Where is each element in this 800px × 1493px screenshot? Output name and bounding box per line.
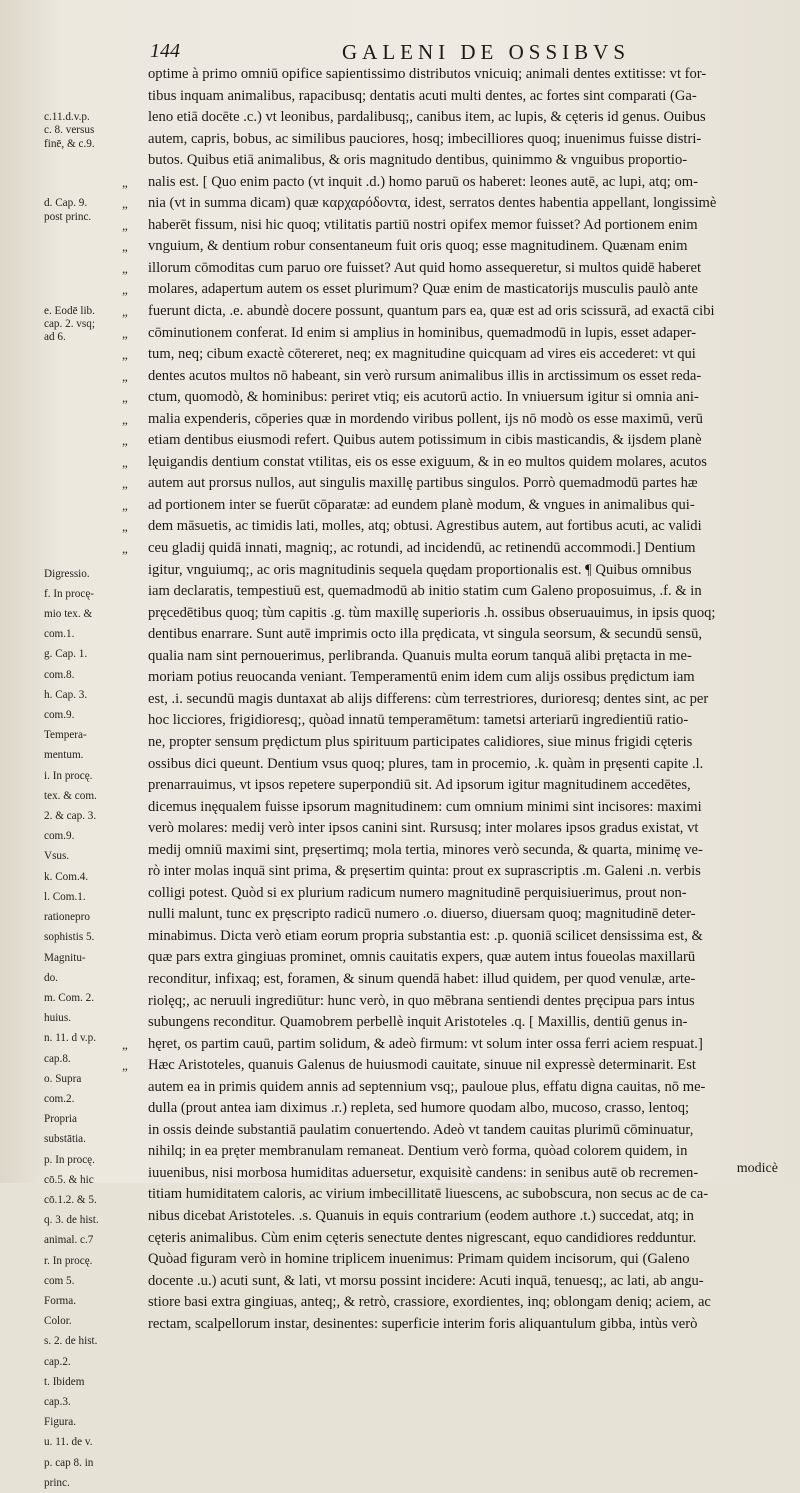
text-line [148, 603, 780, 625]
line-text: docente .u.) acuti sunt, & lati, vt morsu possint incidere: Acuti inquā, tenuesq;, ac lati, ab angu- [148, 1272, 704, 1289]
line-text: ceu gladij quidā innati, magniq;, ac rotundi, ad incidendū, ac retinendū accommodi.] Dentium [148, 540, 696, 557]
line-text: ossibus dici queunt. Dentium vsus quoq; plures, tam in procemio, .k. quàm in pręsenti capite .l. [148, 755, 704, 772]
text-line [148, 861, 780, 883]
line-text: fuerunt dicta, .e. abundè docere possunt, quantum pars ea, quæ est ad oris scissurā, ad exactā cibi [148, 303, 715, 320]
line-text: vnguium, & dentium robur consentaneum fuit oris quoq; esse magnitudinem. Quænam enim [148, 238, 688, 255]
margin-note: e. Eodē lib. cap. 2. vsq; ad 6. [44, 305, 95, 344]
line-text: prenarrauimus, vt ipsos repetere superpondiū sit. Ad ipsorum igitur magnitudinem accedētes, [148, 777, 691, 794]
running-title: GALENI DE OSSIBVS [342, 40, 631, 64]
text-line [148, 926, 780, 948]
line-text: autem, capris, bobus, ac similibus pauciores, hosq; imbecilliores quoq; inuenimus fuisse distri- [148, 130, 702, 147]
quotation-mark: „ [122, 304, 128, 320]
text-line [122, 495, 780, 517]
text-line [148, 1184, 780, 1206]
quotation-mark: „ [122, 196, 128, 212]
line-text: nulli malunt, tunc ex pręscripto radicū numero .o. diuerso, diuersam quoq; magnitudinē deter- [148, 906, 696, 923]
text-line [122, 344, 780, 366]
line-text: illorum cōmoditas cum paruo ore fuisset? Aut quid homo assequeretur, si multos quidē haberet [148, 259, 702, 276]
text-line [148, 883, 780, 905]
line-text: etiam dentibus eiusmodi refert. Quibus autem potissimum in cibis masticandis, & ijsdem planè [148, 432, 702, 449]
text-line [122, 1034, 780, 1056]
text-line [148, 667, 780, 689]
text-line [122, 409, 780, 431]
quotation-mark: „ [122, 476, 128, 492]
quotation-mark: „ [122, 325, 128, 341]
line-text: stiore basi extra gingiuas, anteq;, & retrò, crassiore, exordientes, inq; oblongam deniq; aciem, ac [148, 1294, 711, 1311]
line-text: Hæc Aristoteles, quanuis Galenus de huiusmodi cauitate, sinuue nil expressè determinarit. Est [148, 1057, 696, 1074]
line-text: medij omniū maximi sint, pręsertimq; mola tertia, minores verò secunda, & quarta, minimę ve- [148, 841, 703, 858]
text-line [148, 775, 780, 797]
text-line [122, 516, 780, 538]
text-line [148, 581, 780, 603]
text-line [122, 538, 780, 560]
text-line [148, 646, 780, 668]
text-line [148, 818, 780, 840]
quotation-mark: „ [122, 433, 128, 449]
quotation-mark: „ [122, 454, 128, 470]
line-text: cęteris animalibus. Cùm enim cęteris senectute dentes nigrescant, equo candidiores redduntur. [148, 1229, 697, 1246]
line-text: lęuigandis dentium constat vtilitas, eis os esse exiguum, & in eo multos quidem molares, acutos [148, 453, 707, 470]
line-text: iuuenibus, nisi morbosa humiditas aduersetur, exquisitè candens: in senibus autē ob recremen- [148, 1164, 699, 1181]
line-text: minabimus. Dicta verò etiam eorum propria substantia est: .p. quoniā scilicet densissima est, & [148, 927, 703, 944]
text-line [148, 904, 780, 926]
text-line [122, 387, 780, 409]
line-text: dentibus enarrare. Sunt autē imprimis octo illa prędicata, vt singula seorsum, & secundū sensū, [148, 626, 703, 643]
line-text: rò inter molas inquā sint prima, & pręsertim quinta: prout ex suprascriptis .m. Galeni .n. verbis [148, 863, 701, 880]
margin-notes [44, 65, 148, 1489]
text-line [148, 1141, 780, 1163]
line-text: quæ pars extra gingiuas prominet, omnis cauitatis expers, quæ autem intus foueolas maxillarū [148, 949, 696, 966]
line-text: tibus inquam animalibus, rapacibusq; dentatis acuti multi dentes, ac fortes sint comparati (Ga- [148, 87, 697, 104]
line-text: cōminutionem conferat. Id enim si amplius in hominibus, quemadmodū in lupis, esset adaper- [148, 324, 697, 341]
line-text: optime à primo omniū opifice sapientissimo distributos vnicuiq; animali dentes extitisse: vt for- [148, 66, 707, 82]
line-text: est, .i. secundū magis duntaxat ab alijs differens: cùm terrestriores, durioresq; dentes sint, ac per [148, 690, 709, 707]
line-text: igitur, vnguiumq;, ac oris magnitudinis sequela quędam proportionalis est. ¶ Quibus omnibus [148, 561, 692, 578]
body-text [122, 64, 780, 1335]
line-text: hęret, os partim cauū, partim solidum, & adeò firmum: vt solum inter ossa ferri aciem respuat.] [148, 1035, 703, 1052]
line-text: ad portionem inter se fuerūt cōparatæ: ad eundem planè modum, & vngues in animalibus qui- [148, 496, 695, 513]
line-text: moriam potius reuocanda veniant. Temperamentū enim idem cum alijs ossibus prędictum iam [148, 669, 695, 686]
text-line [122, 323, 780, 345]
quotation-mark: „ [122, 368, 128, 384]
line-text: tum, neq; cibum exactè cōtereret, neq; ex magnitudine quicquam ad vires eis accederet: vt qui [148, 346, 696, 363]
text-line [148, 710, 780, 732]
line-text: rectam, scalpellorum instar, desinentes: superficie interim foris aliquantulum gibba, intùs verò [148, 1315, 698, 1332]
text-line [148, 107, 780, 129]
line-text: ctum, quomodò, & hominibus: periret vtiq; eis acutorū actio. In vniuersum igitur si omnia ani- [148, 389, 699, 406]
text-line [148, 560, 780, 582]
line-text: dicemus inęqualem fuisse ipsorum magnitudinem: cum omnium minimi sint incisores: maximi [148, 798, 702, 815]
text-line [148, 1206, 780, 1228]
quotation-mark: „ [122, 260, 128, 276]
text-line [148, 840, 780, 862]
text-line [148, 86, 780, 108]
text-line [122, 452, 780, 474]
text-line [148, 150, 780, 172]
margin-note: Digressio. f. In procę- mio tex. & com.1. g. Cap. 1. com.8. h. Cap. 3. com.9. Tempera- mentum. i. In procę. tex. & com. 2. & cap. 3. com.9. Vsus. k. Com.4. l. Com.1. rationepro sophistis 5. Magnitu- do. m. Com. 2. huius. n. 11. d v.p. cap.8. o. Supra com.2. Propria substātia. p. In procę. cō.5. & hic cō.1.2. & 5. q. 3. de hist. animal. c.7 r. In procę. com 5. Forma. Color. s. 2. de hist. cap.2. t. Ibidem cap.3. Figura. u. 11. de v. p. cap 8. in princ. [44, 567, 99, 1489]
text-line [148, 1228, 780, 1250]
quotation-mark: „ [122, 411, 128, 427]
text-line [148, 991, 780, 1013]
text-line [122, 193, 780, 215]
quotation-mark: „ [122, 390, 128, 406]
quotation-mark: „ [122, 347, 128, 363]
text-line [148, 947, 780, 969]
line-text: autem ea in primis quidem annis ad septennium vsq;, pauloue plus, effatu digna cauitas, nō me- [148, 1078, 706, 1095]
line-text: verò molares: medij verò inter ipsos canini sint. Rursusq; inter molares ipsos gradus existat, vt [148, 820, 699, 837]
text-line [148, 1098, 780, 1120]
line-text: molares, adapertum autem os esset plurimum? Quæ enim de masticatorijs musculis paulò ante [148, 281, 698, 298]
line-text: butos. Quibus etiā animalibus, & oris magnitudo dentibus, quinimmo & vnguibus proportio- [148, 152, 688, 169]
line-text: nihilq; in ea pręter membranulam remaneat. Dentium verò forma, quòad colorem quidem, in [148, 1143, 688, 1160]
line-text: dem māsuetis, ac timidis lati, molles, atq; obtusi. Agrestibus autem, aut fortibus acuti, ac validi [148, 518, 702, 535]
text-line [148, 624, 780, 646]
quotation-mark: „ [122, 497, 128, 513]
text-line [122, 279, 780, 301]
line-text: haberēt fissum, nisi hic quoq; vtilitatis partiū nostri opifex memor fuisset? Ad portionem enim [148, 216, 698, 233]
line-text: qualia nam sint pernouerimus, perlibranda. Quanuis multa eorum tanquā alibi prętacta in me- [148, 647, 692, 664]
page-number: 144 [150, 40, 180, 62]
line-text: malia expenderis, cōperies quæ in mordendo viribus pollent, ijs nō modò os esse maximū, verū [148, 410, 703, 427]
line-text: reconditur, infixaq; est, foramen, & sinum quendā habet: illud quidem, per quod venulæ, arte- [148, 970, 696, 987]
quotation-mark: „ [122, 519, 128, 535]
line-text: subungens reconditur. Quamobrem perbellè inquit Aristoteles .q. [ Maxillis, dentiū genus in- [148, 1014, 688, 1031]
quotation-mark: „ [122, 282, 128, 298]
text-line [122, 473, 780, 495]
quotation-mark: „ [122, 1036, 128, 1052]
text-line [148, 1292, 780, 1314]
text-line [148, 1249, 780, 1271]
line-text: colligi potest. Quòd si ex plurium radicum numero magnitudinē perquisiuerimus, prout non- [148, 884, 687, 901]
text-line [148, 732, 780, 754]
text-line [122, 301, 780, 323]
line-text: pręcedētibus quoq; tùm capitis .g. tùm maxillę superioris .h. ossibus obseruauimus, in ipsis quoq; [148, 604, 716, 621]
text-line [148, 1077, 780, 1099]
quotation-mark: „ [122, 1058, 128, 1074]
line-text: nalis est. [ Quo enim pacto (vt inquit .d.) homo paruū os haberet: leones autē, ac lupi, atq; om- [148, 173, 698, 190]
text-line [148, 1271, 780, 1293]
margin-note: d. Cap. 9. post princ. [44, 197, 92, 223]
text-line [148, 129, 780, 151]
text-line [148, 797, 780, 819]
text-line [122, 1055, 780, 1077]
quotation-mark: „ [122, 174, 128, 190]
quotation-mark: „ [122, 217, 128, 233]
catchword: modicè [736, 1161, 778, 1176]
text-line [148, 64, 780, 86]
text-line [122, 236, 780, 258]
text-line [148, 689, 780, 711]
text-line [122, 258, 780, 280]
quotation-mark: „ [122, 239, 128, 255]
text-line [148, 1012, 780, 1034]
line-text: hoc licciores, frigidioresq;, quòad innatū temperamētum: tametsi arteriarū ingredientiū ratio- [148, 712, 689, 729]
line-text: dulla (prout antea iam diximus .r.) repleta, sed humore quodam albo, mucoso, crasso, lentoq; [148, 1100, 690, 1117]
line-text: Quòad figuram verò in homine triplicem inuenimus: Primam quidem incisorum, qui (Galeno [148, 1251, 690, 1268]
text-line [122, 430, 780, 452]
line-text: leno etiā docēte .c.) vt leonibus, pardalibusq;, canibus item, ac lupis, & cęteris id genus. Ouibus [148, 109, 706, 126]
margin-note: c.11.d.v.p. c. 8. versus finē, & c.9. [44, 111, 95, 150]
text-line [148, 969, 780, 991]
line-text: autem aut prorsus nullos, aut singulis maxillę partibus singulos. Porrò quemadmodū partes hæ [148, 475, 698, 492]
text-line [122, 215, 780, 237]
text-line [148, 1314, 780, 1336]
line-text: dentes acutos multos nō habeant, sin verò rursum animalibus illis in arctissimum os esset reda- [148, 367, 702, 384]
quotation-mark: „ [122, 541, 128, 557]
text-line [148, 1120, 780, 1142]
line-text: in ossis deinde substantiā paulatim conuertendo. Adeò vt tandem cauitas plurimū cōminuatur, [148, 1121, 694, 1138]
text-line [148, 754, 780, 776]
line-text: iam declaratis, tempestiuū est, quemadmodū ab initio statim cum Galeno proposuimus, .f. & in [148, 583, 702, 600]
text-line [122, 366, 780, 388]
text-line [148, 1163, 780, 1185]
line-text: nia (vt in summa dicam) quæ καρχαρόδοντα, idest, serratos dentes habentia appellant, longissimè [148, 195, 717, 212]
text-line [122, 172, 780, 194]
line-text: nibus dicebat Aristoteles. .s. Quanuis in equis contrarium (eodem authore .t.) succedat, atq; in [148, 1207, 694, 1224]
line-text: titiam humiditatem caloris, ac virium imbecillitatē liuescens, ac subobscura, non secus ac de ca- [148, 1186, 709, 1203]
line-text: riolęq;, ac neruuli ingrediūtur: hunc verò, in quo mēbrana sentiendi dentes pręcipua pars intus [148, 992, 695, 1009]
line-text: ne, propter sensum prędictum plus spirituum participates calidiores, siue minus frigidi cęteris [148, 733, 693, 750]
